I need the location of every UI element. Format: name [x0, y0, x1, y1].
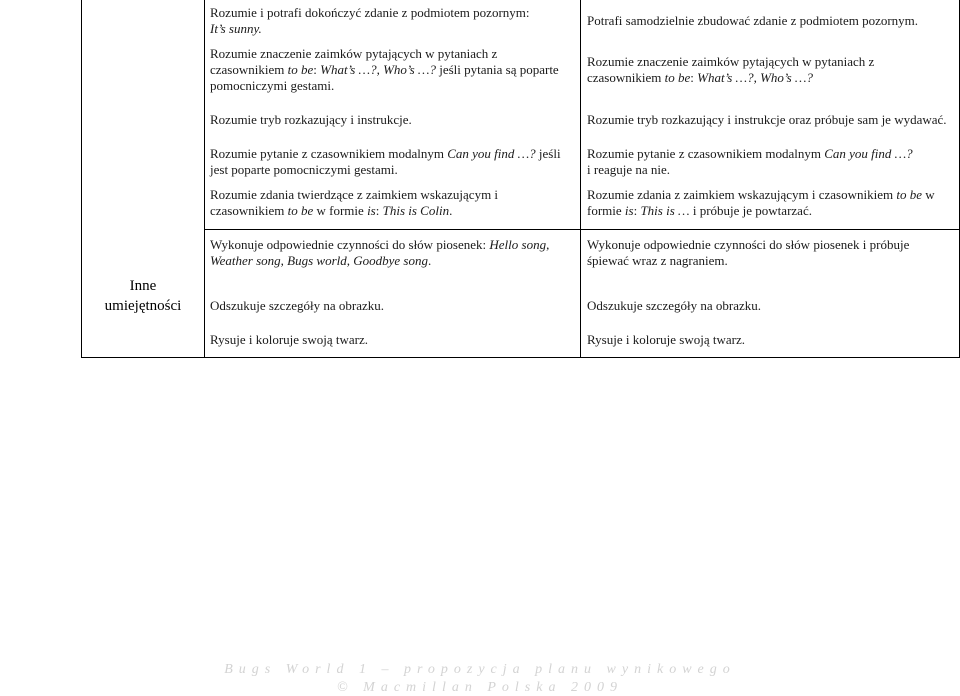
right-text: czasownikiem: [587, 70, 665, 85]
left-text: :: [313, 62, 321, 77]
table-divider-columns: [580, 0, 581, 358]
left-cell-1: [210, 5, 576, 37]
right-text: Rysuje i koloruje swoją twarz.: [587, 332, 745, 347]
right-cell-4: [587, 146, 955, 178]
right-text: Potrafi samodzielnie zbudować zdanie z podmiotem pozornym.: [587, 13, 919, 28]
right-text: Rozumie tryb rozkazujący i instrukcje oraz próbuje sam je wydawać.: [587, 112, 947, 127]
section-label-line1: Inne: [129, 278, 157, 294]
left-text: pomocniczymi gestami.: [210, 78, 335, 93]
left-text: What’s …?, Who’s …?: [320, 62, 436, 77]
footer-copyright: © Macmillan Polska 2009: [337, 680, 623, 695]
left-cell-4: [210, 146, 576, 178]
right-cell-1: [587, 13, 955, 29]
right-text: i reaguje na nie.: [587, 162, 671, 177]
right-text: This is …: [640, 203, 690, 218]
left-text: This is Colin: [382, 203, 450, 218]
left-text: Odszukuje szczegóły na obrazku.: [210, 298, 384, 313]
section-label-line2: umiejętności: [104, 298, 182, 314]
left-text: jest poparte pomocniczymi gestami.: [210, 162, 398, 177]
left-text: Rozumie tryb rozkazujący i instrukcje.: [210, 112, 412, 127]
left-text: czasownikiem: [210, 203, 288, 218]
left-text: :: [375, 203, 383, 218]
right-text: Rozumie zdania z zaimkiem wskazującym i czasownikiem: [587, 187, 897, 202]
left-text: Rozumie i potrafi dokończyć zdanie z podmiotem pozornym:: [210, 5, 530, 20]
right-text: :: [690, 70, 698, 85]
left-text: czasownikiem: [210, 62, 288, 77]
left-text: Rozumie pytanie z czasownikiem modalnym: [210, 146, 448, 161]
right-text: i próbuje je powtarzać.: [689, 203, 812, 218]
left-text: Rysuje i koloruje swoją twarz.: [210, 332, 368, 347]
section-label: [82, 276, 204, 316]
right-cell-2: [587, 54, 955, 86]
left-text: Wykonuje odpowiednie czynności do słów piosenek:: [210, 237, 490, 252]
left-text: Rozumie znaczenie zaimków pytających w pytaniach z: [210, 46, 498, 61]
right-cell-3: [587, 112, 955, 128]
left-text: .: [449, 203, 453, 218]
table-divider-label: [204, 0, 205, 358]
left-cell-2: [210, 46, 576, 94]
right-text: w: [922, 187, 935, 202]
right-text: Rozumie pytanie z czasownikiem modalnym: [587, 146, 825, 161]
left-text: Can you find …?: [447, 146, 536, 161]
left-text: .: [428, 253, 432, 268]
left-cell-7: [210, 298, 576, 314]
table-row-divider: [204, 229, 960, 230]
right-cell-6: [587, 237, 955, 269]
table-border-bottom: [81, 357, 960, 358]
left-text: to be: [287, 203, 314, 218]
right-text: What’s …?, Who’s …?: [697, 70, 813, 85]
left-text: Hello song,: [489, 237, 550, 252]
left-cell-6: [210, 237, 576, 269]
left-text: to be: [287, 62, 314, 77]
left-text: w formie: [313, 203, 368, 218]
right-cell-8: [587, 332, 955, 348]
right-cell-5: [587, 187, 955, 219]
right-text: to be: [664, 70, 691, 85]
right-text: Odszukuje szczegóły na obrazku.: [587, 298, 761, 313]
right-text: :: [633, 203, 641, 218]
right-text: is: [624, 203, 634, 218]
right-text: śpiewać wraz z nagraniem.: [587, 253, 728, 268]
left-text: It’s sunny.: [210, 21, 262, 36]
left-text: Weather song, Bugs world, Goodbye song: [210, 253, 428, 268]
right-text: to be: [896, 187, 922, 202]
left-text: jeśli: [535, 146, 561, 161]
right-text: Can you find …?: [824, 146, 913, 161]
left-cell-8: [210, 332, 576, 348]
right-text: Wykonuje odpowiednie czynności do słów piosenek i próbuje: [587, 237, 910, 252]
left-cell-3: [210, 112, 576, 128]
left-text: is: [367, 203, 376, 218]
footer-title: Bugs World 1 – propozycja planu wynikowego: [224, 662, 736, 677]
left-text: Rozumie zdania twierdzące z zaimkiem wskazującym i: [210, 187, 499, 202]
right-cell-7: [587, 298, 955, 314]
left-cell-5: [210, 187, 576, 219]
right-text: Rozumie znaczenie zaimków pytających w pytaniach z: [587, 54, 875, 69]
left-text: jeśli pytania są poparte: [435, 62, 559, 77]
right-text: formie: [587, 203, 625, 218]
